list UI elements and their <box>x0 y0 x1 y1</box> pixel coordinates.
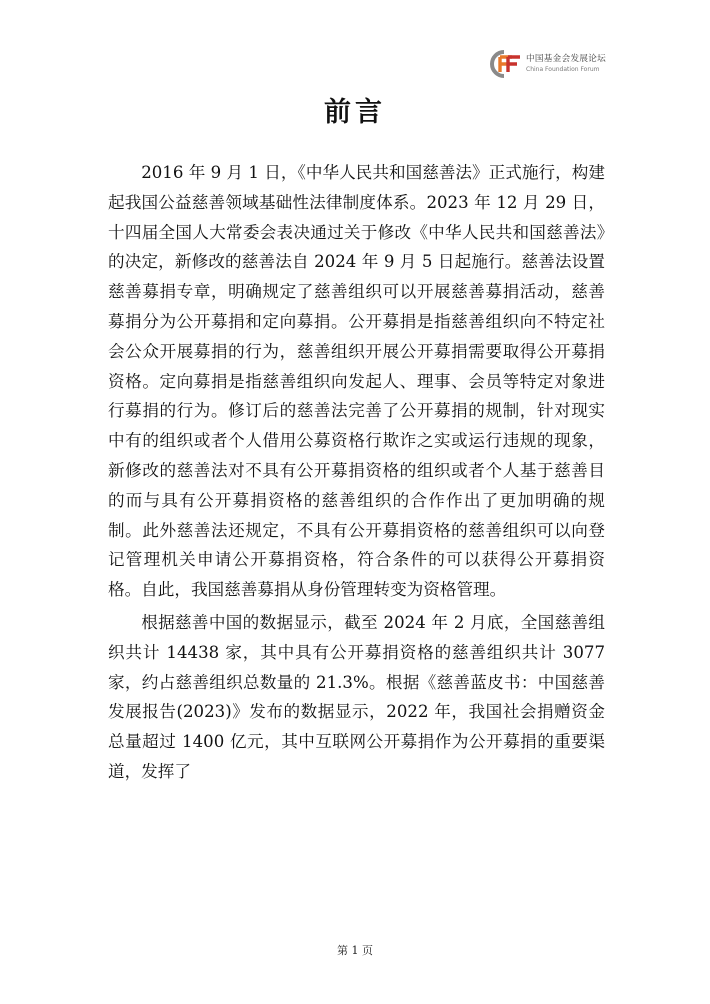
page-number: 第 1 页 <box>337 944 373 957</box>
forum-logo-mark-icon <box>488 48 522 80</box>
logo-english-name: China Foundation Forum <box>526 65 600 73</box>
document-body <box>108 158 605 787</box>
forum-logo <box>488 48 628 80</box>
page-title: 前言 <box>324 97 386 128</box>
logo-chinese-name: 中国基金会发展论坛 <box>526 54 607 65</box>
paragraph: 根据慈善中国的数据显示，截至 2024 年 2 月底，全国慈善组织共计 14438 家，其中具有公开募捐资格的慈善组织共计 3077 家，约占慈善组织总数量的 21.3%。根据《慈善蓝皮书：中国慈善发展报告(2023)》发布的数据显示，2022 年，我国社会捐赠资金总量超过 1400 亿元，其中互联网公开募捐作为公开募捐的重要渠道，发挥了 <box>108 612 605 781</box>
logo-text <box>526 55 606 73</box>
paragraph: 2016 年 9 月 1 日，《中华人民共和国慈善法》正式施行，构建起我国公益慈善领域基础性法律制度体系。2023 年 12 月 29 日，十四届全国人大常委会表决通过关于修改《中华人民共和国慈善法》的决定，新修改的慈善法自 2024 年 9 月 5 日起施行。慈善法设置慈善募捐专章，明确规定了慈善组织可以开展慈善募捐活动，慈善募捐分为公开募捐和定向募捐。公开募捐是指慈善组织向不特定社会公众开展募捐的行为，慈善组织开展公开募捐需要取得公开募捐资格。定向募捐是指慈善组织向发起人、理事、会员等特定对象进行募捐的行为。修订后的慈善法完善了公开募捐的规制，针对现实中有的组织或者个人借用公募资格行欺诈之实或运行违规的现象，新修改的慈善法对不具有公开募捐资格的组织或者个人基于慈善目的而与具有公开募捐资格的慈善组织的合作作出了更加明确的规制。此外慈善法还规定，不具有公开募捐资格的慈善组织可以向登记管理机关申请公开募捐资格，符合条件的可以获得公开募捐资格。自此，我国慈善募捐从身份管理转变为资格管理。 <box>108 163 605 600</box>
